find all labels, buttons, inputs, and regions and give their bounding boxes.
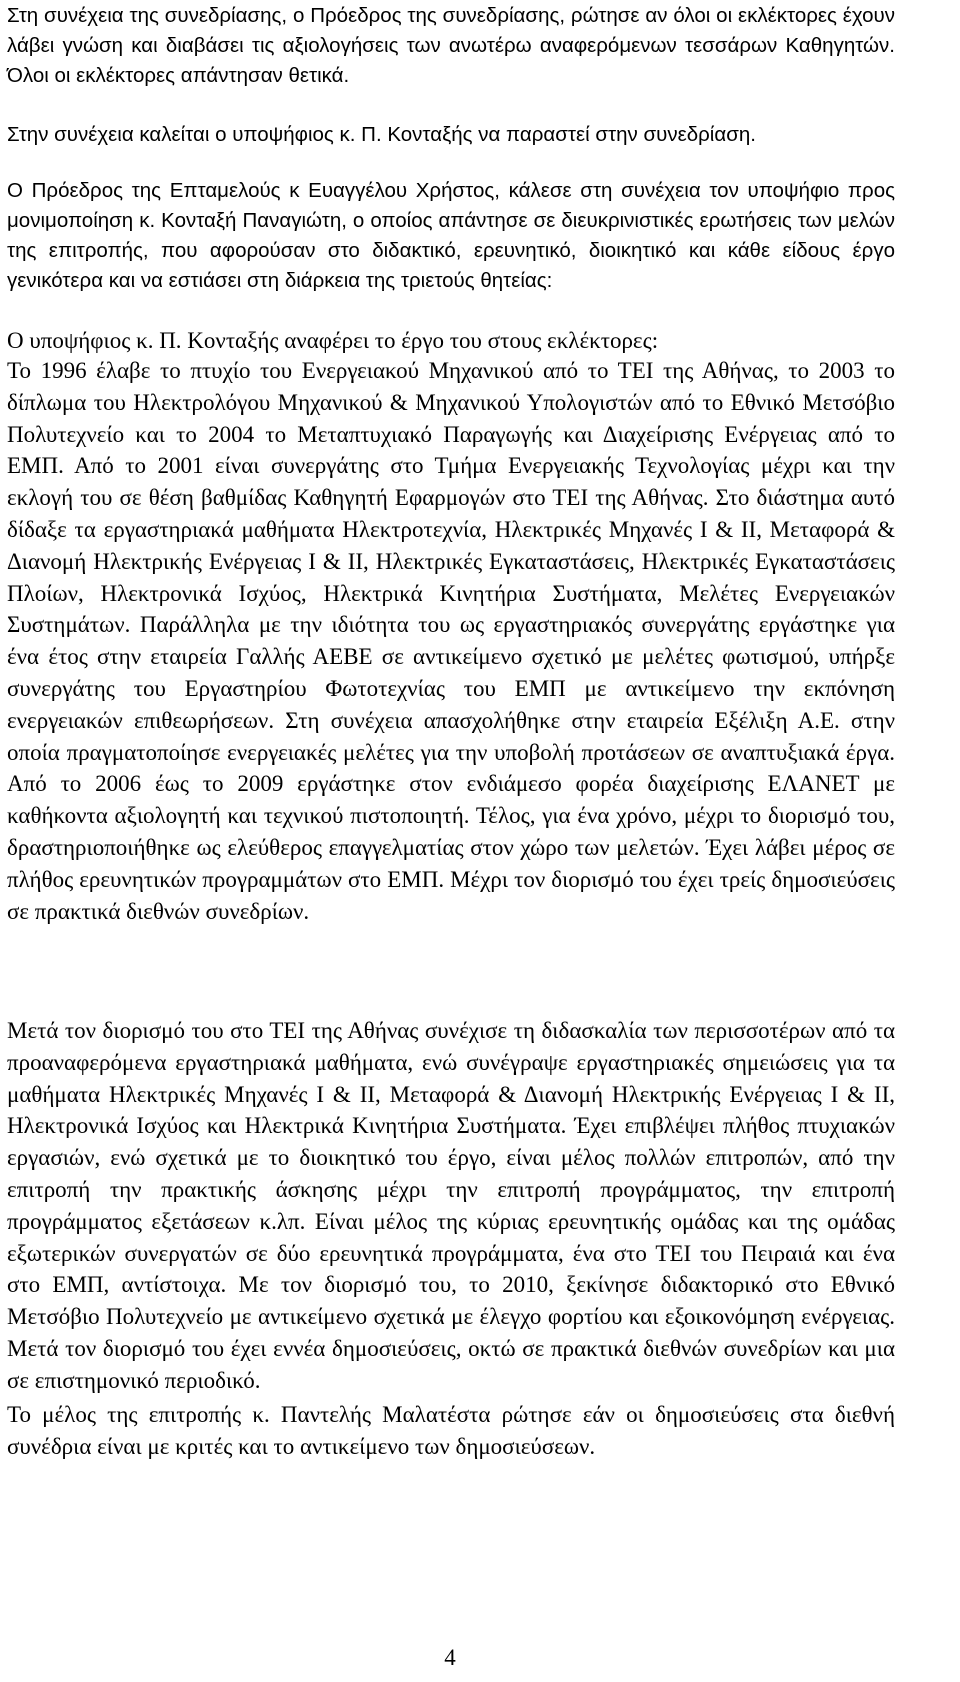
paragraph-president-questions: Ο Πρόεδρος της Επταμελούς κ Ευαγγέλου Χρήστος, κάλεσε στη συνέχεια τον υποψήφιο προς μονιμοποίηση κ. Κονταξή Παναγιώτη, ο οποίος απάντησε σε διευκρινιστικές ερωτήσεις των μελών της επιτροπής, που αφορούσαν στο διδακτικό, ερευνητικό, διοικητικό και κάθε είδους έργο γενικότερα και να εστιάσει στη διάρκεια της τριετούς θητείας:	[7, 179, 895, 292]
page-number: 4	[444, 1645, 456, 1670]
paragraph-electors-confirmation: Στη συνέχεια της συνεδρίασης, ο Πρόεδρος της συνεδρίασης, ρώτησε αν όλοι οι εκλέκτορες έχουν λάβει γνώση και διαβάσει τις αξιολογήσεις των ανωτέρω αναφερόμενων τεσσάρων Καθηγητών. Όλοι οι εκλέκτορες απάντησαν θετικά.	[7, 4, 895, 87]
paragraph-candidate-background: Το 1996 έλαβε το πτυχίο του Ενεργειακού Μηχανικού από το ΤΕΙ της Αθήνας, το 2003 το δίπλωμα του Ηλεκτρολόγου Μηχανικού & Μηχανικού Υπολογιστών από το Εθνικό Μετσόβιο Πολυτεχνείο και το 2004 το Μεταπτυχιακό Παραγωγής και Διαχείρισης Ενέργειας από το ΕΜΠ. Από το 2001 είναι συνεργάτης στο Τμήμα Ενεργειακής Τεχνολογίας μέχρι και την εκλογή του σε θέση βαθμίδας Καθηγητή Εφαρμογών στο ΤΕΙ της Αθήνας. Στο διάστημα αυτό δίδαξε τα εργαστηριακά μαθήματα Ηλεκτροτεχνία, Ηλεκτρικές Μηχανές Ι & ΙΙ, Μεταφορά & Διανομή Ηλεκτρικής Ενέργειας Ι & ΙΙ, Ηλεκτρικές Εγκαταστάσεις, Ηλεκτρικές Εγκαταστάσεις Πλοίων, Ηλεκτρονικά Ισχύος, Ηλεκτρικά Κινητήρια Συστήματα, Μελέτες Ενεργειακών Συστημάτων. Παράλληλα με την ιδιότητα του ως εργαστηριακός συνεργάτης εργάστηκε για ένα έτος στην εταιρεία Γαλλής ΑΕΒΕ σε αντικείμενο σχετικό με μελέτες φωτισμού, υπήρξε συνεργάτης του Εργαστηρίου Φωτοτεχνίας του ΕΜΠ με αντικείμενο την εκπόνηση ενεργειακών επιθεωρήσεων. Στη συνέχεια απασχολήθηκε στην εταιρεία Εξέλιξη Α.Ε. στην οποία πραγματοποίησε ενεργειακές μελέτες για την υποβολή προτάσεων σε αναπτυξιακά έργα. Από το 2006 έως το 2009 εργάστηκε στον ενδιάμεσο φορέα διαχείρισης ΕΛΑΝΕΤ με καθήκοντα αξιολογητή και τεχνικού πιστοποιητή. Τέλος, για ένα χρόνο, μέχρι το διορισμό του, δραστηριοποιήθηκε ως ελεύθερος επαγγελματίας στον χώρο των μελετών. Έχει λάβει μέρος σε πλήθος ερευνητικών προγραμμάτων στο ΕΜΠ. Μέχρι τον διορισμό του έχει τρείς δημοσιεύσεις σε πρακτικά διεθνών συνεδρίων.	[7, 358, 895, 924]
paragraph-candidate-called: Στην συνέχεια καλείται ο υποψήφιος κ. Π. Κονταξής να παραστεί στην συνεδρίαση.	[7, 123, 756, 146]
paragraph-candidate-intro: Ο υποψήφιος κ. Π. Κονταξής αναφέρει το έργο του στους εκλέκτορες:	[7, 328, 659, 353]
paragraph-committee-question: Το μέλος της επιτροπής κ. Παντελής Μαλατέστα ρώτησε εάν οι δημοσιεύσεις στα διεθνή συνέδρια είναι με κριτές και το αντικείμενο των δημοσιεύσεων.	[7, 1402, 895, 1459]
paragraph-after-appointment: Μετά τον διορισμό του στο ΤΕΙ της Αθήνας συνέχισε τη διδασκαλία των περισσοτέρων από τα προαναφερόμενα εργαστηριακά μαθήματα, ενώ συνέγραψε εργαστηριακές σημειώσεις για τα μαθήματα Ηλεκτρικές Μηχανές Ι & ΙΙ, Μεταφορά & Διανομή Ηλεκτρικής Ενέργειας Ι & ΙΙ, Ηλεκτρονικά Ισχύος και Ηλεκτρικά Κινητήρια Συστήματα. Έχει επιβλέψει πλήθος πτυχιακών εργασιών, ενώ σχετικά με το διοικητικό του έργο, είναι μέλος πολλών επιτροπών, από την επιτροπή την πρακτικής άσκησης μέχρι την επιτροπή προγράμματος, την επιτροπή προγράμματος εξετάσεων κ.λπ. Είναι μέλος της κύριας ερευνητικής ομάδας και της ομάδας εξωτερικών συνεργατών σε δύο ερευνητικά προγράμματα, ένα στο ΤΕΙ του Πειραιά και ένα στο ΕΜΠ, αντίστοιχα. Με τον διορισμό του, το 2010, ξεκίνησε διδακτορικό στο Εθνικό Μετσόβιο Πολυτεχνείο με αντικείμενο σχετικά με έλεγχο φορτίου και εξοικονόμηση ενέργειας. Μετά τον διορισμό του έχει εννέα δημοσιεύσεις, οκτώ σε πρακτικά διεθνών συνεδρίων και μια σε επιστημονικό περιοδικό.	[7, 1018, 895, 1393]
